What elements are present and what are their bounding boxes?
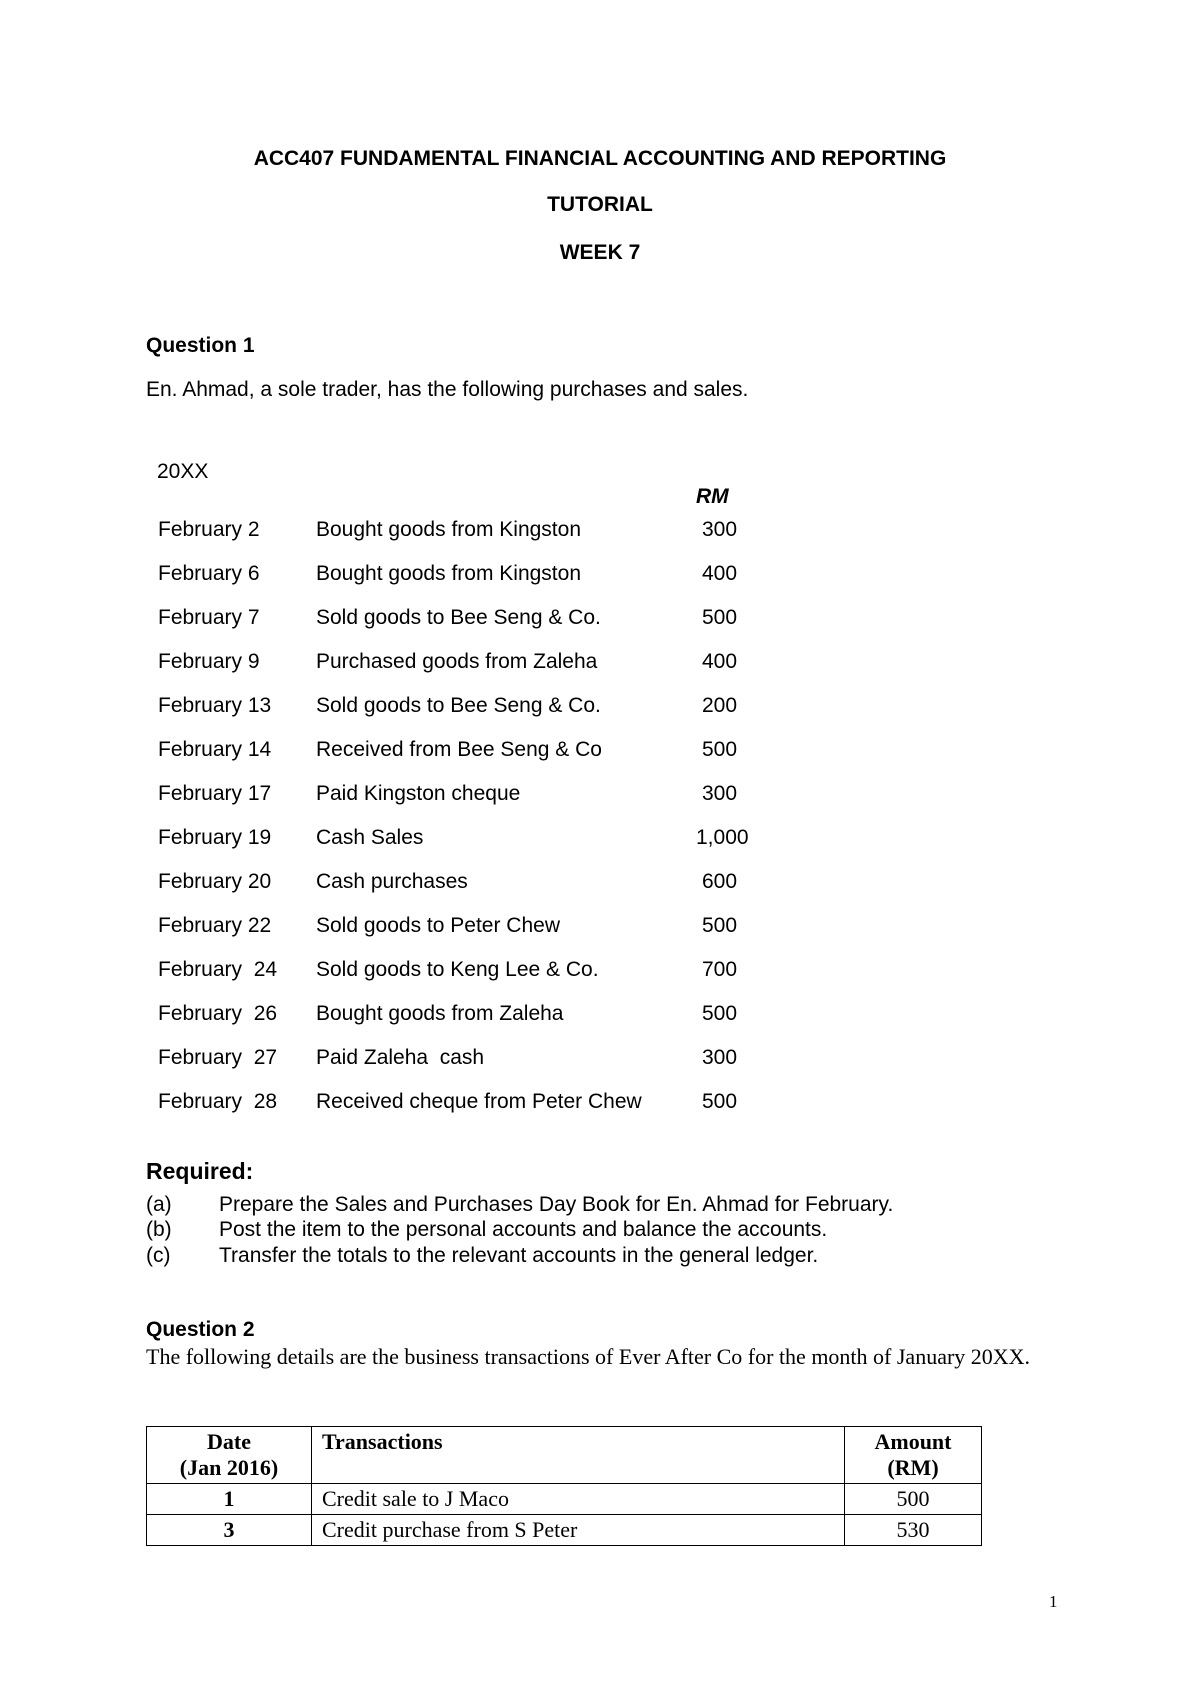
transaction-date: February 6 [158, 562, 260, 585]
amount-header-line1: Amount [874, 1429, 952, 1454]
question-1-intro: En. Ahmad, a sole trader, has the following purchases and sales. [146, 378, 749, 401]
required-item-label: (a) [146, 1193, 172, 1216]
transaction-date: February 14 [158, 738, 272, 761]
transaction-amount: 300 [702, 782, 738, 805]
course-title: ACC407 FUNDAMENTAL FINANCIAL ACCOUNTING AND REPORTING [253, 147, 947, 170]
transaction-date: February 27 [158, 1046, 278, 1069]
transaction-date: February 19 [158, 826, 272, 849]
table-row [147, 1484, 982, 1515]
transaction-amount: 700 [702, 958, 738, 981]
row-date: 3 [147, 1515, 312, 1546]
transaction-description: Bought goods from Zaleha [316, 1002, 564, 1025]
transaction-date: February 28 [158, 1090, 278, 1113]
required-item-text: Prepare the Sales and Purchases Day Book for En. Ahmad for February. [219, 1193, 894, 1216]
transaction-description: Paid Kingston cheque [316, 782, 521, 805]
transaction-amount: 500 [702, 738, 738, 761]
table-header-row [147, 1427, 982, 1484]
transaction-amount: 500 [702, 1002, 738, 1025]
transaction-description: Purchased goods from Zaleha [316, 650, 598, 673]
week-label: WEEK 7 [559, 241, 641, 264]
transaction-description: Paid Zaleha cash [316, 1046, 485, 1069]
row-date: 1 [147, 1484, 312, 1515]
required-item-text: Transfer the totals to the relevant accounts in the general ledger. [219, 1244, 819, 1267]
transaction-amount: 400 [702, 650, 738, 673]
transaction-amount: 300 [702, 518, 738, 541]
row-transaction: Credit purchase from S Peter [312, 1515, 845, 1546]
question-2-intro: The following details are the business transactions of Ever After Co for the month of January 20XX. [146, 1344, 1031, 1369]
transaction-amount: 500 [702, 1090, 738, 1113]
table-row [147, 1515, 982, 1546]
row-amount: 500 [845, 1484, 982, 1515]
transaction-amount: 500 [702, 914, 738, 937]
transaction-description: Cash Sales [316, 826, 424, 849]
transaction-description: Sold goods to Bee Seng & Co. [316, 606, 601, 629]
transaction-description: Sold goods to Bee Seng & Co. [316, 694, 601, 717]
page-number: 1 [1049, 1592, 1058, 1611]
date-header-line1: Date [207, 1429, 251, 1454]
transaction-date: February 2 [158, 518, 260, 541]
transaction-date: February 7 [158, 606, 260, 629]
transaction-date: February 26 [158, 1002, 278, 1025]
transactions-table [146, 1426, 982, 1546]
transaction-description: Sold goods to Peter Chew [316, 914, 560, 937]
transaction-date: February 13 [158, 694, 272, 717]
question-2-heading: Question 2 [146, 1318, 255, 1341]
required-heading: Required: [146, 1158, 254, 1184]
amount-column-header [845, 1427, 982, 1484]
date-column-header [147, 1427, 312, 1484]
transaction-description: Received from Bee Seng & Co [316, 738, 602, 761]
required-item-label: (c) [146, 1244, 171, 1267]
transaction-amount: 500 [702, 606, 738, 629]
question-1-heading: Question 1 [146, 334, 255, 357]
transaction-date: February 9 [158, 650, 260, 673]
transaction-amount: 400 [702, 562, 738, 585]
transaction-description: Bought goods from Kingston [316, 562, 582, 585]
transactions-column-header: Transactions [312, 1427, 845, 1484]
transaction-date: February 22 [158, 914, 272, 937]
transaction-description: Cash purchases [316, 870, 468, 893]
transaction-date: February 17 [158, 782, 272, 805]
amount-header-line2: (RM) [887, 1455, 939, 1480]
transaction-amount: 600 [702, 870, 738, 893]
transaction-date: February 24 [158, 958, 278, 981]
transaction-description: Sold goods to Keng Lee & Co. [316, 958, 599, 981]
amount-header: RM [696, 485, 729, 508]
row-amount: 530 [845, 1515, 982, 1546]
date-header-line2: (Jan 2016) [179, 1455, 279, 1480]
transaction-description: Bought goods from Kingston [316, 518, 582, 541]
row-transaction: Credit sale to J Maco [312, 1484, 845, 1515]
transaction-date: February 20 [158, 870, 272, 893]
year-label: 20XX [157, 460, 209, 483]
tutorial-subtitle: TUTORIAL [547, 193, 653, 216]
required-item-text: Post the item to the personal accounts and balance the accounts. [219, 1218, 828, 1241]
required-item-label: (b) [146, 1218, 172, 1241]
transaction-description: Received cheque from Peter Chew [316, 1090, 642, 1113]
transaction-amount: 200 [702, 694, 738, 717]
transaction-amount: 300 [702, 1046, 738, 1069]
transaction-amount: 1,000 [696, 826, 749, 849]
